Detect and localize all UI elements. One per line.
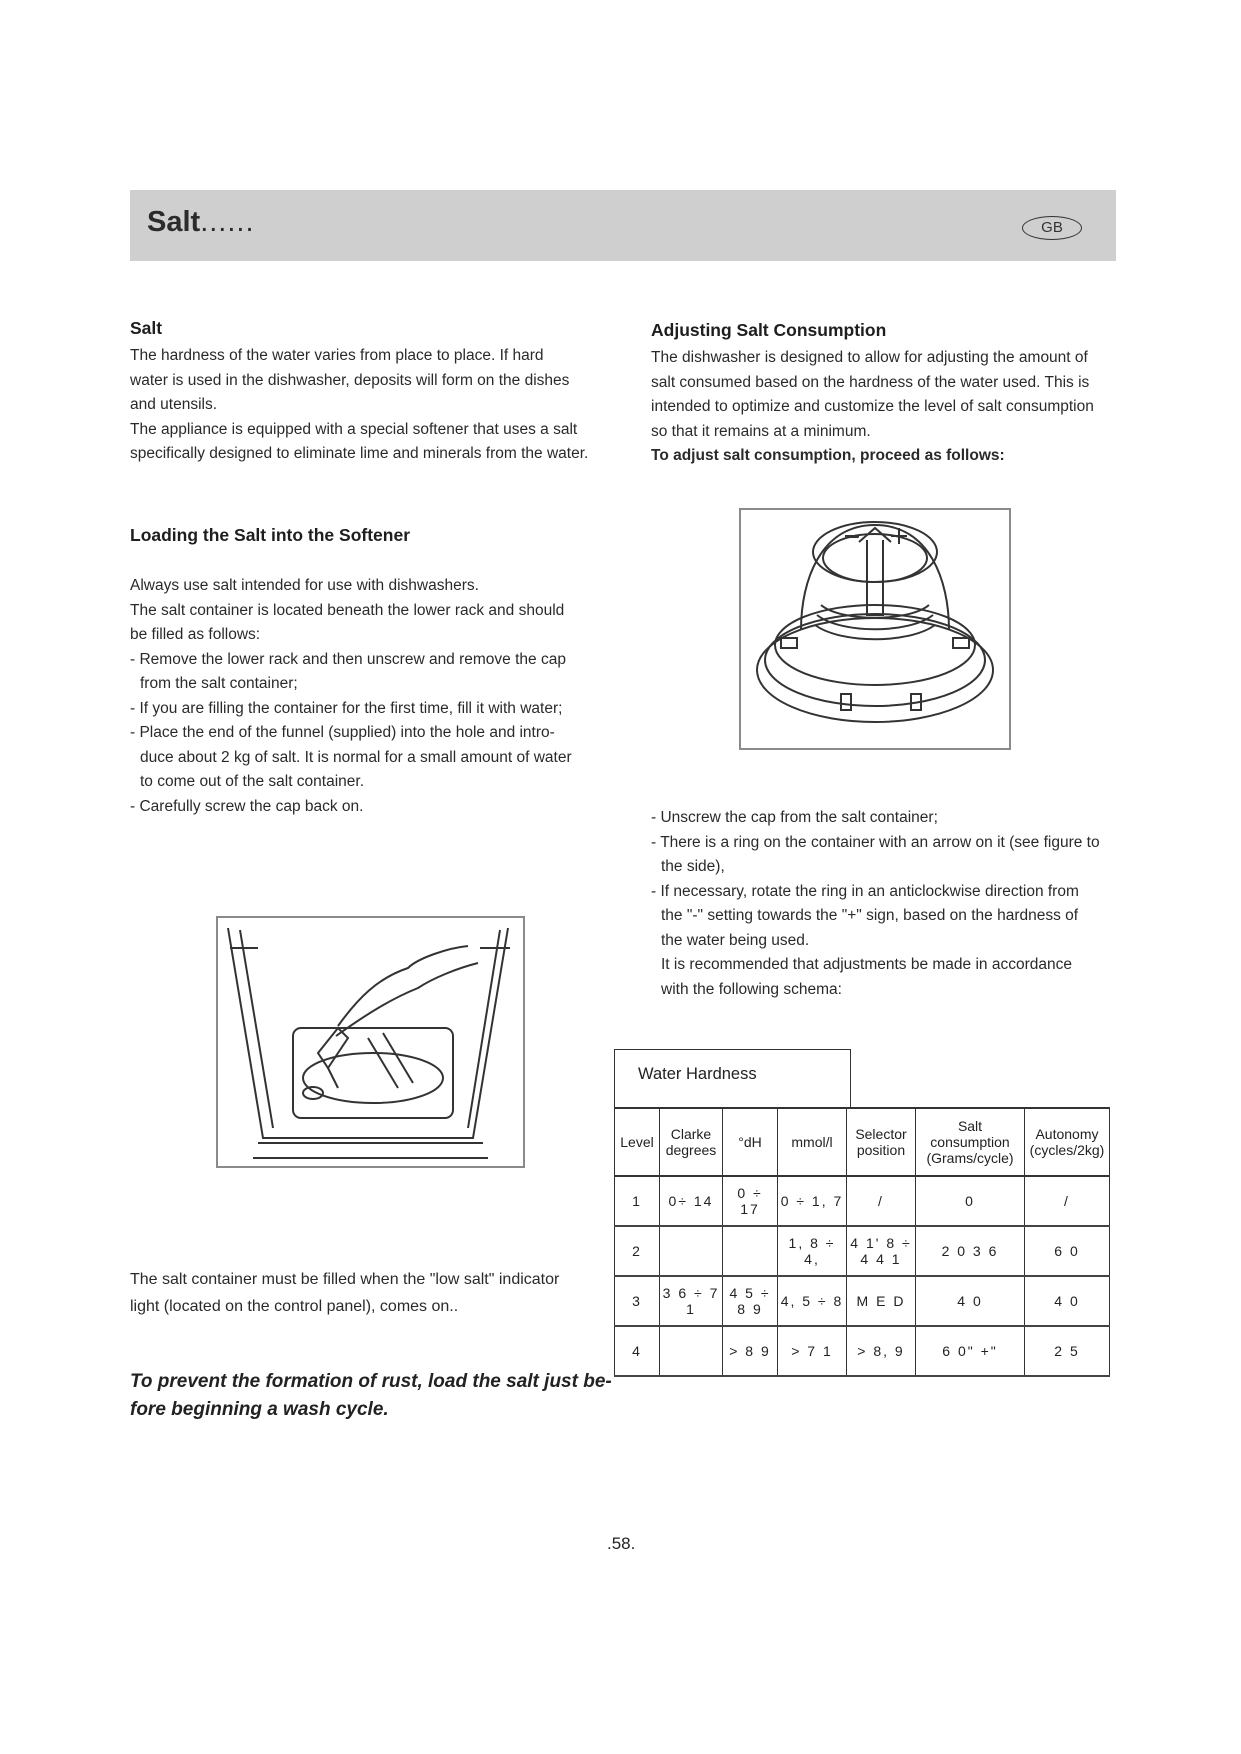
header-selector: Selector position [847, 1108, 916, 1176]
adjust-heading: Adjusting Salt Consumption [651, 320, 887, 340]
header-level: Level [615, 1108, 660, 1176]
salt-paragraph: The hardness of the water varies from place to place. If hard water is used in the dishwasher, deposits will form on the dishes and utensils. The appliance is equipped with a special softener that uses a salt specifically designed to eliminate lime and minerals from the water. [130, 347, 589, 462]
adjust-paragraph: The dishwasher is designed to allow for adjusting the amount of salt consumed based on the hardness of the water used. This is intended to optimize and customize the level of salt consumption so that it remains at a minimum. To adjust salt consumption, proceed as follows: [651, 349, 1094, 464]
loading-heading: Loading the Salt into the Softener [130, 525, 410, 545]
loading-paragraph: Always use salt intended for use with dishwashers. The salt container is located beneath the lower rack and should be filled as follows: - Remove the lower rack and then unscrew and remove the cap from the salt container; - If you are filling the container for the first time, fill it with water; - Place the end of the funnel (supplied) into the hole and intro- duce about 2 kg of salt. It is normal for a small amount of water to come out of the salt container. - Carefully screw the cap back on. [130, 577, 572, 815]
minus-symbol: − [848, 527, 860, 549]
header-dh: °dH [723, 1108, 778, 1176]
salt-heading: Salt [130, 318, 163, 338]
table-row: 2 1, 8 ÷ 4, 4 1' 8 ÷ 4 4 1 2 0 3 6 6 0 [615, 1226, 1110, 1276]
salt-container-illustration [739, 508, 1011, 750]
page-number: .58. [607, 1534, 636, 1553]
salt-consumption-table [614, 1107, 1110, 1377]
water-hardness-label: Water Hardness [638, 1065, 757, 1083]
table-row: 4 > 8 9 > 7 1 > 8, 9 6 0" +" 2 5 [615, 1326, 1110, 1376]
rust-warning: To prevent the formation of rust, load the salt just be- fore beginning a wash cycle. [130, 1371, 612, 1420]
page-title: Salt...... [147, 206, 255, 238]
header-mmol: mmol/l [778, 1108, 847, 1176]
dishwasher-figure [218, 918, 523, 1166]
table-row: 3 3 6 ÷ 7 1 4 5 ÷ 8 9 4, 5 ÷ 8 M E D 4 0 4 0 [615, 1276, 1110, 1326]
table-header-row [615, 1108, 1110, 1176]
header-clarke: Clarke degrees [660, 1108, 723, 1176]
steps-paragraph: - Unscrew the cap from the salt container; - There is a ring on the container with an arrow on it (see figure to the side), - If necessary, rotate the ring in an anticlockwise direction from the "-" setting towards the "+" sign, based on the hardness of the water being used. It is recommended that adjustments be made in accordance with the following schema: [651, 809, 1100, 998]
header-salt-consumption: Salt consumption (Grams/cycle) [916, 1108, 1025, 1176]
salt-container-figure [741, 510, 1009, 748]
salt-loading-illustration [216, 916, 525, 1168]
header-bar [130, 190, 1116, 261]
indicator-paragraph: The salt container must be filled when the "low salt" indicator light (located on the control panel), comes on.. [130, 1271, 560, 1315]
language-badge: GB [1022, 216, 1082, 240]
header-autonomy: Autonomy (cycles/2kg) [1025, 1108, 1110, 1176]
table-row: 1 0÷ 14 0 ÷ 17 0 ÷ 1, 7 / 0 / [615, 1176, 1110, 1226]
